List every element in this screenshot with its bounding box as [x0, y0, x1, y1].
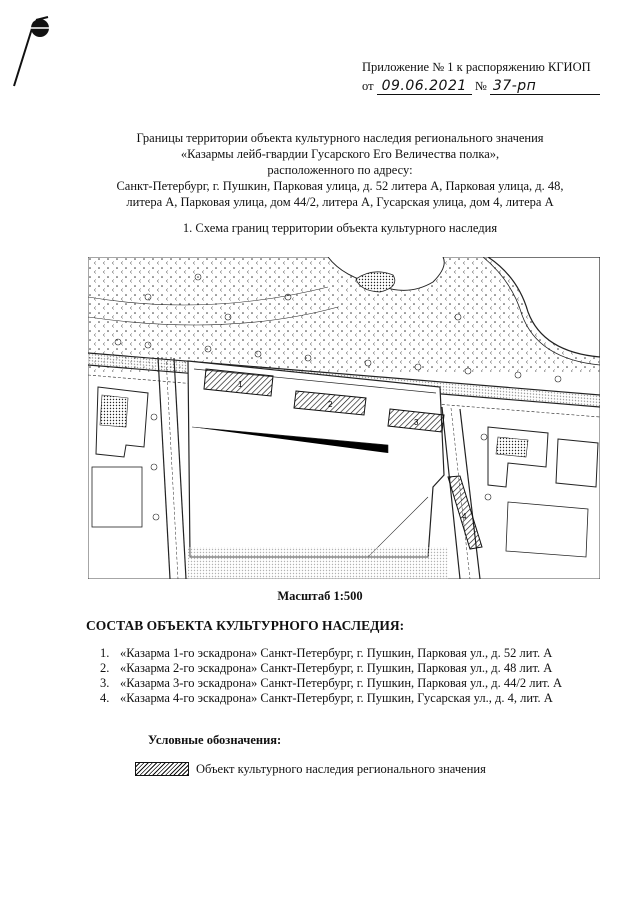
- list-item: [100, 691, 562, 706]
- list-item: [100, 661, 562, 676]
- appendix-note: Приложение № 1 к распоряжению КГИОП: [362, 60, 591, 74]
- item-text: «Казарма 2-го эскадрона» Санкт-Петербург, г. Пушкин, Парковая ул., д. 48 лит. А: [120, 661, 553, 675]
- date-prefix: от: [362, 79, 374, 93]
- document-title: [60, 130, 620, 210]
- building-label: 2: [328, 400, 333, 409]
- section-title: 1. Схема границ территории объекта культурного наследия: [182, 221, 498, 235]
- legend-item-label: Объект культурного наследия регионального значения: [196, 762, 486, 776]
- number-prefix: №: [474, 79, 487, 93]
- title-line: расположенного по адресу:: [267, 163, 413, 177]
- item-number: 1.: [100, 646, 110, 660]
- title-line: «Казармы лейб-гвардии Гусарского Его Величества полка»,: [180, 147, 500, 161]
- legend-hatch-swatch: [135, 762, 189, 776]
- territory-map: [88, 257, 600, 579]
- object-list: [100, 646, 562, 706]
- item-text: «Казарма 1-го эскадрона» Санкт-Петербург, г. Пушкин, Парковая ул., д. 52 лит. А: [120, 646, 553, 660]
- order-date: 09.06.2021: [377, 78, 472, 95]
- item-text: «Казарма 3-го эскадрона» Санкт-Петербург, г. Пушкин, Парковая ул., д. 44/2 лит. А: [120, 676, 562, 690]
- building-label: 1: [238, 380, 243, 389]
- list-item: [100, 646, 562, 661]
- legend-title: Условные обозначения:: [148, 733, 282, 747]
- order-number: 37-рп: [490, 78, 600, 95]
- item-number: 3.: [100, 676, 110, 690]
- composition-heading: СОСТАВ ОБЪЕКТА КУЛЬТУРНОГО НАСЛЕДИЯ:: [86, 618, 405, 633]
- item-number: 4.: [100, 691, 110, 705]
- title-line: Санкт-Петербург, г. Пушкин, Парковая улица, д. 52 литера А, Парковая улица, д. 48,: [116, 179, 564, 193]
- title-line: Границы территории объекта культурного наследия регионального значения: [136, 131, 544, 145]
- title-line: литера А, Парковая улица, дом 44/2, литера А, Гусарская улица, дом 4, литера А: [126, 195, 554, 209]
- archive-mark-icon: [8, 10, 52, 90]
- map-scale: Масштаб 1:500: [277, 589, 363, 603]
- order-date-line: [362, 78, 600, 95]
- item-number: 2.: [100, 661, 110, 675]
- building-label: 4: [462, 512, 467, 521]
- item-text: «Казарма 4-го эскадрона» Санкт-Петербург, г. Пушкин, Гусарская ул., д. 4, лит. А: [120, 691, 553, 705]
- list-item: [100, 676, 562, 691]
- building-label: 3: [414, 418, 419, 427]
